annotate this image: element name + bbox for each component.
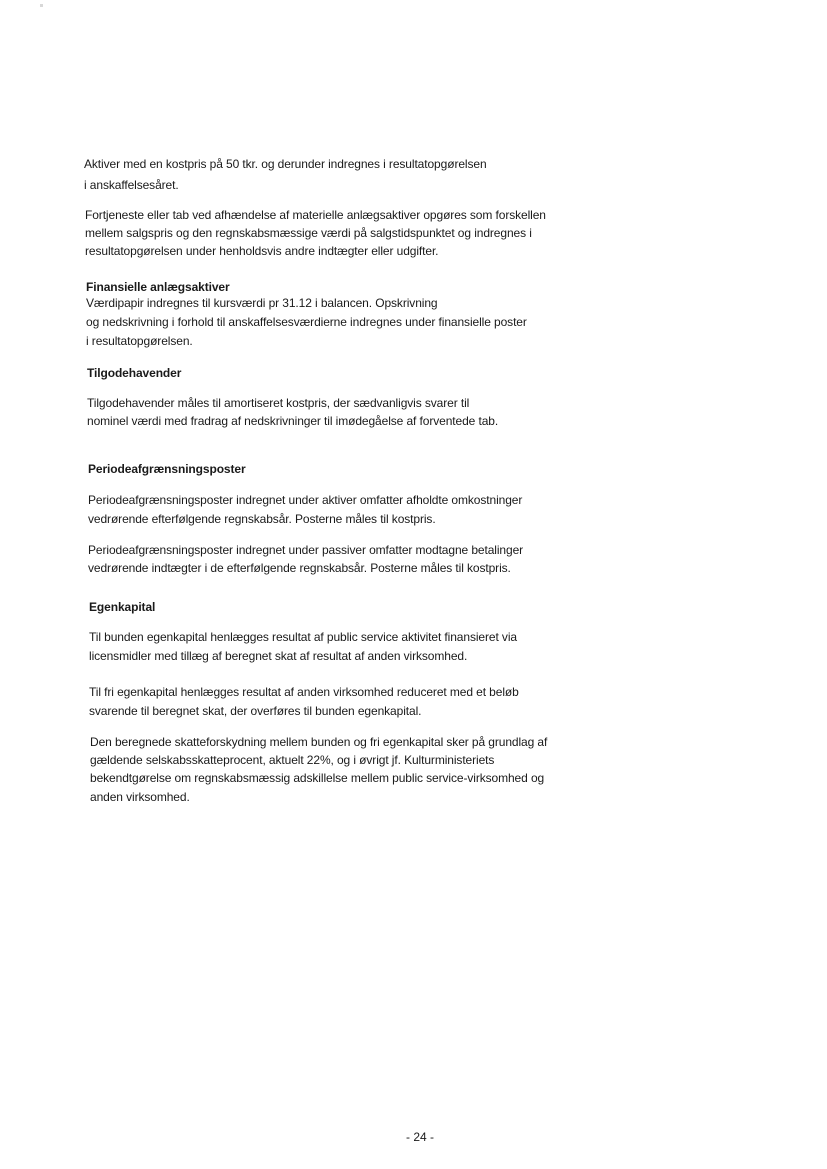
text-line: resultatopgørelsen under henholdsvis andre indtægter eller udgifter. xyxy=(85,244,439,258)
text-line: vedrørende efterfølgende regnskabsår. Posterne måles til kostpris. xyxy=(88,512,436,526)
text-line: i resultatopgørelsen. xyxy=(86,334,193,348)
section-heading: Periodeafgrænsningsposter xyxy=(88,462,246,476)
text-line: gældende selskabsskatteprocent, aktuelt 22%, og i øvrigt jf. Kulturministeriets xyxy=(90,753,495,767)
text-line: Aktiver med en kostpris på 50 tkr. og derunder indregnes i resultatopgørelsen xyxy=(84,157,487,171)
text-line: mellem salgspris og den regnskabsmæssige værdi på salgstidspunktet og indregnes i xyxy=(85,226,532,240)
text-line: i anskaffelsesåret. xyxy=(84,178,179,192)
scan-mark xyxy=(40,4,43,7)
text-line: og nedskrivning i forhold til anskaffelsesværdierne indregnes under finansielle poster xyxy=(86,315,527,329)
text-line: Til fri egenkapital henlægges resultat af anden virksomhed reduceret med et beløb xyxy=(89,685,519,699)
section-heading: Egenkapital xyxy=(89,600,156,614)
text-line: Til bunden egenkapital henlægges resultat af public service aktivitet finansieret via xyxy=(89,630,517,644)
text-line: Værdipapir indregnes til kursværdi pr 31.12 i balancen. Opskrivning xyxy=(86,296,438,310)
text-line: Fortjeneste eller tab ved afhændelse af materielle anlægsaktiver opgøres som forskellen xyxy=(85,208,546,222)
section-heading: Tilgodehavender xyxy=(87,366,182,380)
text-line: vedrørende indtægter i de efterfølgende regnskabsår. Posterne måles til kostpris. xyxy=(88,561,511,575)
section-heading: Finansielle anlægsaktiver xyxy=(86,280,230,294)
text-line: Den beregnede skatteforskydning mellem bunden og fri egenkapital sker på grundlag af xyxy=(90,735,548,749)
text-line: Periodeafgrænsningsposter indregnet under passiver omfatter modtagne betalinger xyxy=(88,543,524,557)
text-line: svarende til beregnet skat, der overføres til bunden egenkapital. xyxy=(89,704,422,718)
text-line: Periodeafgrænsningsposter indregnet under aktiver omfatter afholdte omkostninger xyxy=(88,493,523,507)
text-line: licensmidler med tillæg af beregnet skat af resultat af anden virksomhed. xyxy=(89,649,468,663)
text-line: bekendtgørelse om regnskabsmæssig adskillelse mellem public service-virksomhed og xyxy=(90,771,545,785)
text-line: anden virksomhed. xyxy=(90,790,190,804)
text-line: Tilgodehavender måles til amortiseret kostpris, der sædvanligvis svarer til xyxy=(87,396,470,410)
page-number: - 24 - xyxy=(405,1130,434,1144)
text-line: nominel værdi med fradrag af nedskrivninger til imødegåelse af forventede tab. xyxy=(87,414,499,428)
